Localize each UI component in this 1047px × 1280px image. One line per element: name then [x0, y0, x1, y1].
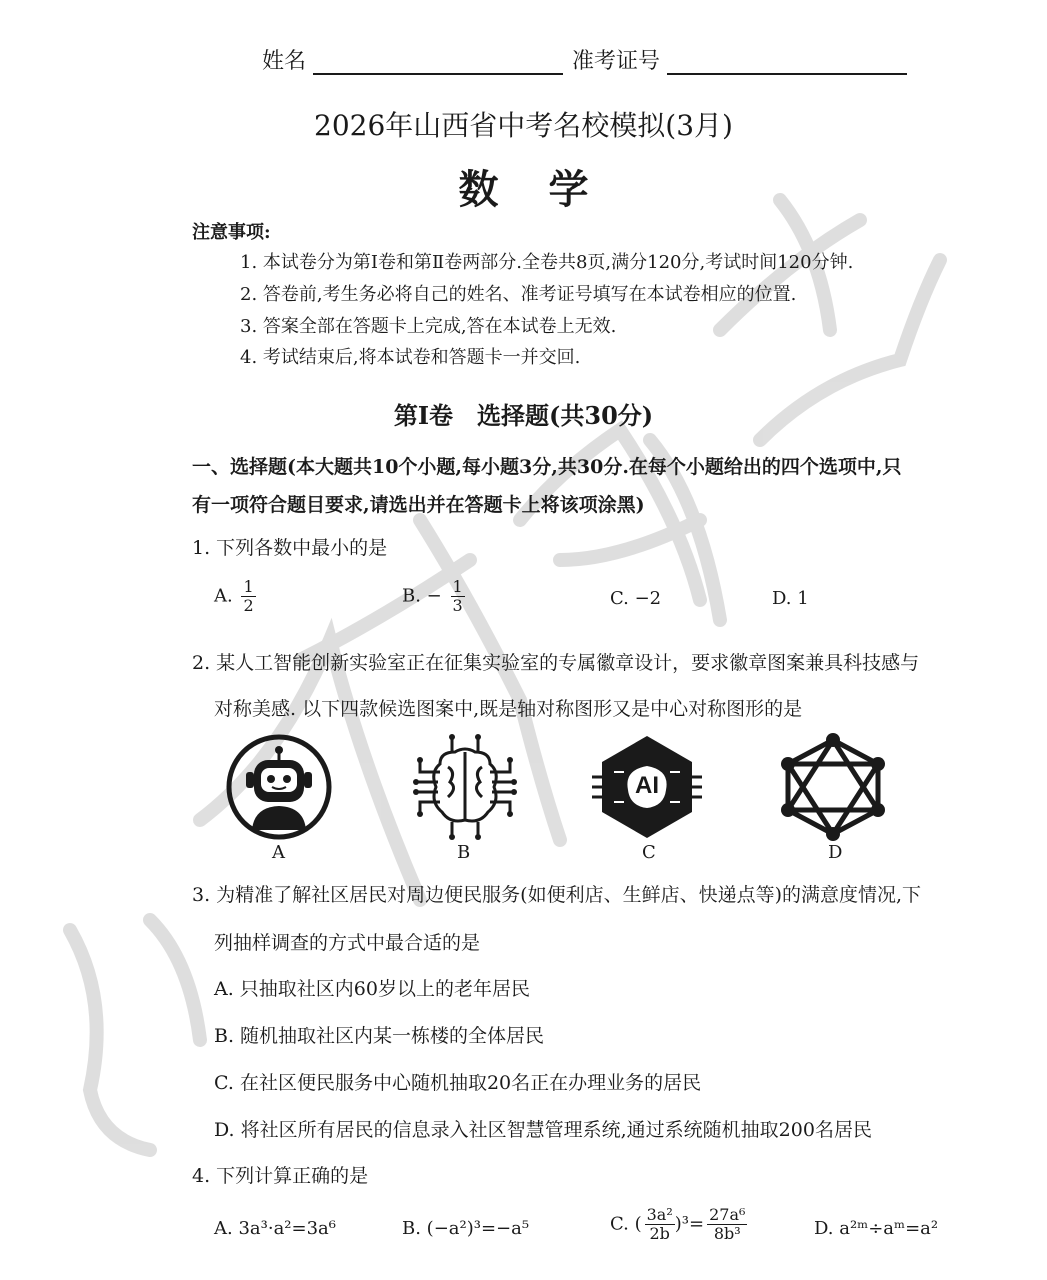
- numerator: 27a⁶: [709, 1205, 746, 1224]
- brain-chip-icon[interactable]: [410, 732, 520, 842]
- numerator: 1: [243, 577, 254, 596]
- figure-label-a: A: [272, 842, 285, 863]
- q1-option-a[interactable]: [214, 578, 256, 615]
- numerator: 1: [452, 577, 463, 596]
- option-label: B. −: [402, 585, 442, 607]
- denominator: 2: [243, 596, 254, 615]
- question-2-line2: 对称美感. 以下四款候选图案中,既是轴对称图形又是中心对称图形的是: [214, 698, 803, 720]
- ai-hexagon-badge[interactable]: [592, 732, 702, 842]
- figure-label-b: B: [457, 842, 471, 863]
- exam-id-field[interactable]: [572, 44, 907, 75]
- q1-option-b[interactable]: [402, 578, 465, 615]
- note-item: 3. 答案全部在答题卡上完成,答在本试卷上无效.: [240, 316, 617, 337]
- name-field[interactable]: [262, 44, 563, 75]
- question-3-line1: 3. 为精准了解社区居民对周边便民服务(如便利店、生鲜店、快递点等)的满意度情况,下: [192, 884, 922, 906]
- section-instruction: 有一项符合题目要求,请选出并在答题卡上将该项涂黑): [192, 494, 645, 516]
- q1-option-d[interactable]: D. 1: [772, 588, 809, 609]
- q4-option-b[interactable]: B. (−a²)³=−a⁵: [402, 1218, 530, 1239]
- figure-label-d: D: [828, 842, 843, 863]
- section-title: 第Ⅰ卷 选择题(共30分): [393, 401, 654, 430]
- q4-option-a[interactable]: A. 3a³·a²=3a⁶: [214, 1218, 336, 1239]
- q3-option-d[interactable]: D. 将社区所有居民的信息录入社区智慧管理系统,通过系统随机抽取200名居民: [214, 1119, 872, 1141]
- denominator: 3: [452, 596, 463, 615]
- q3-option-b[interactable]: B. 随机抽取社区内某一栋楼的全体居民: [214, 1025, 545, 1047]
- exam-id-input-line[interactable]: [667, 49, 907, 75]
- option-label: C. (: [610, 1213, 642, 1235]
- q1-option-c[interactable]: C. −2: [610, 588, 662, 609]
- exponent-equals: )³=: [674, 1213, 705, 1235]
- q3-option-a[interactable]: A. 只抽取社区内60岁以上的老年居民: [214, 978, 530, 1000]
- numerator: 3a²: [646, 1205, 673, 1224]
- fraction: [645, 1206, 675, 1243]
- note-item: 2. 答卷前,考生务必将自己的姓名、准考证号填写在本试卷相应的位置.: [240, 284, 797, 305]
- name-input-line[interactable]: [313, 49, 563, 75]
- fraction: [707, 1206, 747, 1243]
- question-1-stem: 1. 下列各数中最小的是: [192, 537, 388, 559]
- fraction: [241, 578, 255, 615]
- question-3-line2: 列抽样调查的方式中最合适的是: [214, 932, 481, 954]
- option-label: A.: [214, 585, 233, 607]
- exam-title: 2026年山西省中考名校模拟(3月): [314, 109, 733, 142]
- name-label: 姓名: [262, 49, 307, 74]
- fraction: [451, 578, 465, 615]
- notes-heading: 注意事项:: [192, 222, 271, 243]
- network-star-icon[interactable]: [778, 732, 888, 842]
- q4-option-c[interactable]: [610, 1206, 747, 1243]
- q4-option-d[interactable]: D. a²ᵐ÷aᵐ=a²: [814, 1218, 939, 1239]
- question-2-line1: 2. 某人工智能创新实验室正在征集实验室的专属徽章设计，要求徽章图案兼具科技感与: [192, 652, 920, 674]
- note-item: 1. 本试卷分为第Ⅰ卷和第Ⅱ卷两部分.全卷共8页,满分120分,考试时间120分钟.: [240, 252, 854, 273]
- subject-title: 数学: [458, 166, 639, 213]
- exam-id-label: 准考证号: [572, 49, 661, 74]
- q3-option-c[interactable]: C. 在社区便民服务中心随机抽取20名正在办理业务的居民: [214, 1072, 702, 1094]
- note-item: 4. 考试结束后,将本试卷和答题卡一并交回.: [240, 347, 581, 368]
- denominator: 8b³: [713, 1224, 741, 1243]
- figure-label-c: C: [642, 842, 656, 863]
- robot-badge-icon[interactable]: [224, 732, 334, 842]
- denominator: 2b: [649, 1224, 670, 1243]
- ai-chip-text: AI: [635, 772, 659, 799]
- section-instruction: 一、选择题(本大题共10个小题,每小题3分,共30分.在每个小题给出的四个选项中,只: [192, 456, 902, 478]
- question-4-stem: 4. 下列计算正确的是: [192, 1165, 369, 1187]
